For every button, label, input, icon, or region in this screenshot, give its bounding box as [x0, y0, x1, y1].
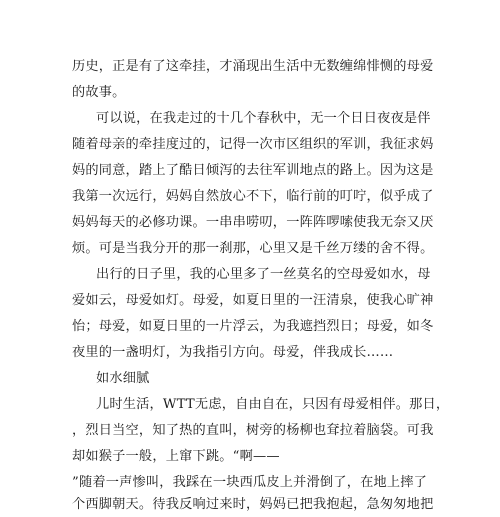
text-line: 妈的同意，踏上了酷日倾泻的去往军训地点的路上。因为这是 [72, 163, 434, 178]
text-line: 却如猴子一般，上窜下跳。“啊—— [72, 449, 280, 464]
text-line: 的故事。 [72, 85, 126, 100]
paragraph-start: 儿时生活，WTT无虑，自由自在，只因有母爱相伴。那日， [96, 397, 450, 412]
text-line: ”随着一声惨叫，我踩在一块西瓜皮上并滑倒了，在地上摔了 [72, 475, 428, 490]
text-line: 妈妈每天的必修功课。一串串唠叨，一阵阵啰嗦使我无奈又厌 [72, 215, 434, 230]
text-line: ，烈日当空，知了热的直叫，树旁的杨柳也耷拉着脑袋。可我 [72, 423, 434, 438]
text-line: 历史，正是有了这牵挂，才涌现出生活中无数缠绵悱恻的母爱 [72, 59, 434, 74]
text-line: 随着母亲的牵挂度过的，记得一次市区组织的军训，我征求妈 [72, 137, 434, 152]
text-line: 怡；母爱，如夏日里的一片浮云，为我遮挡烈日；母爱，如冬 [72, 319, 434, 334]
section-heading: 如水细腻 [96, 371, 150, 386]
text-line: 个西脚朝天。待我反响过来时，妈妈已把我抱起，急匆匆地把 [72, 497, 434, 512]
paragraph-start: 出行的日子里，我的心里多了一丝莫名的空母爱如水，母 [96, 267, 431, 282]
text-line: 夜里的一盏明灯，为我指引方向。母爱，伴我成长…… [72, 345, 394, 360]
text-line: 爱如云，母爱如灯。母爱，如夏日里的一汪清泉，使我心旷神 [72, 293, 434, 308]
text-line: 我第一次远行，妈妈自然放心不下，临行前的叮咛，似乎成了 [72, 189, 434, 204]
text-line: 烦。可是当我分开的那一刹那，心里又是千丝万缕的舍不得。 [72, 241, 434, 256]
paragraph-start: 可以说，在我走过的十几个春秋中，无一个日日夜夜是伴 [96, 111, 431, 126]
